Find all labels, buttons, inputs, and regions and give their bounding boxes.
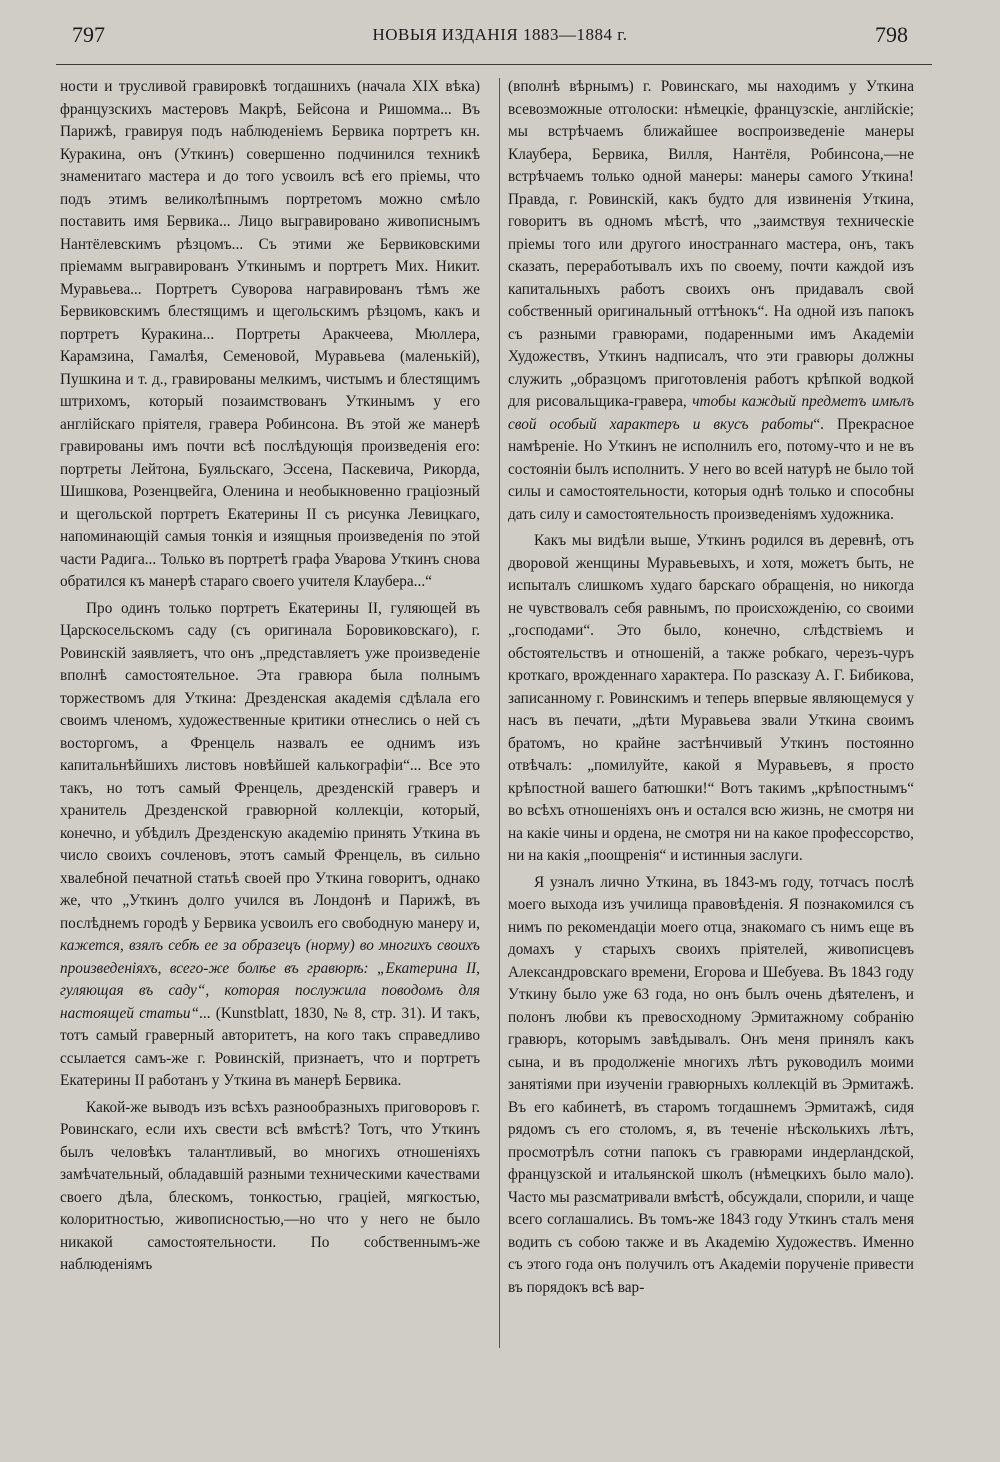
right-column	[508, 76, 914, 1299]
paragraph: Какъ мы видѣли выше, Уткинъ родился въ деревнѣ, отъ дворовой женщины Муравьевыхъ, и хотя, можетъ быть, не испыталъ слишкомъ худаго барскаго обращенія, но никогда не чувствовалъ себя равнымъ, по происхожденію, со своими „господами“. Это было, конечно, слѣдствіемъ и обстоятельствъ и отношеній, а также робкаго, черезъ-чуръ кроткаго, врожденнаго характера. По разсказу А. Г. Бибикова, записанному г. Ровинскимъ и теперь впервые являющемуся у насъ въ печати, „дѣти Муравьева звали Уткина своимъ братомъ, но крайне застѣнчивый Уткинъ постоянно отвѣчалъ: „помилуйте, какой я Муравьевъ, я просто крѣпостной вашего батюшки!“ Вотъ такимъ „крѣпостнымъ“ во всѣхъ отношеніяхъ онъ и остался всю жизнь, не смотря ни на какіе чины и ордена, не смотря ни на какое профессорство, ни на какія „поощренія“ и истинныя заслуги.	[508, 532, 914, 864]
page-header	[0, 22, 1000, 58]
page-number-left: 797	[72, 22, 105, 47]
text-run: ... (Kunstblatt, 1830, № 8, стр. 31). И такъ, тотъ самый граверный авторитетъ, на кого такъ справедливо ссылается самъ-же г. Ровинскій, признаетъ, что и портретъ Екатерины II работанъ у Уткина въ манерѣ Бервика.	[60, 1004, 480, 1089]
italic-quote: кажется, взялъ себѣ ее за образецъ (норму) во многихъ своихъ произведеніяхъ, всего-же болѣе въ гравюрѣ: „Екатерина II, гуляющая въ саду“, которая послужила поводомъ для настоящей статьи“	[60, 937, 480, 1022]
left-column	[60, 76, 480, 1277]
italic-quote: чтобы каждый предметъ имѣлъ свой особый характеръ и вкусъ работы	[508, 393, 915, 433]
page-number-right: 798	[875, 22, 908, 47]
text-run: “. Прекрасное намѣреніе. Но Уткинъ не исполнилъ его, потому-что и не въ состояніи былъ исполнить. У него во всей натурѣ не было той силы и самостоятельности, которыя однѣ только и способны дать силу и самостоятельность произведеніямъ художника.	[508, 415, 914, 523]
paragraph	[508, 76, 914, 526]
paragraph: Какой-же выводъ изъ всѣхъ разнообразныхъ приговоровъ г. Ровинскаго, если ихъ свести всѣ вмѣстѣ? Тотъ, что Уткинъ былъ человѣкъ талантливый, во многихъ отношеніяхъ замѣчательный, обладавшій разными техническими качествами своего дѣла, блескомъ, тонкостью, граціей, мягкостью, колоритностью, живописностью,—но что у него не было никакой самостоятельности. По собственнымъ-же наблюденіямъ	[60, 1098, 480, 1273]
column-divider	[499, 78, 500, 1348]
running-title: НОВЫЯ ИЗДАНІЯ 1883—1884 г.	[372, 25, 628, 44]
paragraph: Я узналъ лично Уткина, въ 1843-мъ году, тотчасъ послѣ моего выхода изъ училища правовѣденія. Я познакомился съ нимъ по рекомендаціи моего отца, знакомаго съ нимъ еще въ домахъ у старыхъ своихъ пріятелей, живописцевъ Александровскаго времени, Егорова и Шебуева. Въ 1843 году Уткину было уже 63 года, но онъ былъ очень дѣятеленъ, и полонъ любви къ превосходному Эрмитажному собранію гравюръ, которымъ завѣдывалъ. Онъ меня принялъ какъ сына, и въ продолженіе многихъ лѣтъ руководилъ моими занятіями при изученіи гравюрныхъ коллекцій въ Эрмитажѣ. Въ его кабинетѣ, въ старомъ тогдашнемъ Эрмитажѣ, сидя рядомъ съ его столомъ, я, въ теченіе нѣсколькихъ лѣтъ, просмотрѣлъ сотни папокъ съ гравюрами индерландской, французской и итальянской школъ (нѣмецкихъ было мало). Часто мы разсматривали вмѣстѣ, обсуждали, спорили, и чаще всего соглашались. Въ томъ-же 1843 году Уткинъ сталъ меня водить съ собою также и въ Академію Художествъ. Именно съ этого года онъ получилъ отъ Академіи порученіе привести въ порядокъ всѣ вар-	[508, 873, 914, 1296]
paragraph	[60, 598, 480, 1093]
text-run: Про одинъ только портретъ Екатерины II, гуляющей въ Царскосельскомъ саду (съ оригинала Боровиковскаго), г. Ровинскій заявляетъ, что онъ „представляетъ уже произведеніе вполнѣ самостоятельное. Эта гравюра была полнымъ торжествомъ для Уткина: Дрезденская академія сдѣлала его своимъ членомъ, художественные критики отнеслись о ней съ восторгомъ, а Френцель назвалъ ее однимъ изъ капитальнѣйшихъ листовъ новѣйшей калькографіи“... Все это такъ, но тотъ самый Френцель, дрезденскій граверъ и хранитель Дрезденской гравюрной коллекціи, который, конечно, и убѣдилъ Дрезденскую академію принять Уткина въ число своихъ сочленовъ, этотъ самый Френцель, въ сильно хвалебной печатной статьѣ своей про Уткина говоритъ, однако же, что „Уткинъ долго учился въ Лондонѣ и Парижѣ, въ послѣднемъ городѣ у Бервика усвоилъ его свободную манеру и,	[60, 599, 480, 932]
header-rule	[56, 64, 932, 65]
paragraph: ности и трусливой гравировкѣ тогдашнихъ (начала XIX вѣка) французскихъ мастеровъ Макрѣ, Бейсона и Ришомма... Въ Парижѣ, гравируя подъ наблюденіемъ Бервика портретъ кн. Куракина, онъ (Уткинъ) совершенно подчинился техникѣ знаменитаго мастера и до того усвоилъ всѣ его пріемы, что подъ этимъ великолѣпнымъ портретомъ можно смѣло поставить имя Бервика... Лицо выгравировано живописнымъ Нантёлевскимъ рѣзцомъ... Съ этими же Бервиковскими пріемамм выгравированъ Уткинымъ и портретъ Мих. Никит. Муравьева... Портретъ Суворова награвированъ тѣмъ же Бервиковскимъ блестящимъ и щегольскимъ рѣзцомъ, какъ и портретъ Куракина... Портреты Аракчеева, Мюллера, Карамзина, Гамалѣя, Семеновой, Муравьева (маленькій), Пушкина и т. д., гравированы мелкимъ, чистымъ и блестящимъ штрихомъ, который позаимствованъ Уткинымъ у его англійскаго пріятеля, гравера Робинсона. Въ этой же манерѣ гравированы имъ почти всѣ послѣдующія произведенія его: портреты Лейтона, Буяльскаго, Эссена, Паскевича, Рикорда, Шишкова, Розенцвейга, Оленина и необыкновенно граціозный и щегольской портретъ Екатерины II съ рисунка Левицкаго, напоминающій самыя тонкія и изящныя произведенія по этой части Радига... Только въ портретѣ графа Уварова Уткинъ снова обратился къ манерѣ стараго своего учителя Клаубера...“	[60, 78, 480, 590]
text-run: (вполнѣ вѣрнымъ) г. Ровинскаго, мы находимъ у Уткина всевозможные отголоски: нѣмецкіе, французскіе, англійскіе; мы встрѣчаемъ ближайшее воспроизведеніе манеры Клаубера, Бервика, Вилля, Нантёля, Робинсона,—не встрѣчаемъ только одной манеры: манеры самого Уткина! Правда, г. Ровинскій, какъ будто для извиненія Уткина, говоритъ въ одномъ мѣстѣ, что „заимствуя техническіе пріемы того или другого иностраннаго мастера, онъ, такъ сказать, переработывалъ ихъ по своему, почти каждой изъ капитальныхъ работъ своихъ онъ придавалъ свой собственный оригинальный оттѣнокъ“. На одной изъ папокъ съ разными гравюрами, подаренными имъ Академіи Художествъ, Уткинъ надписалъ, что эти гравюры должны служить „образцомъ приготовленія работъ крѣпкой водкой для рисовальщика-гравера,	[508, 78, 914, 410]
